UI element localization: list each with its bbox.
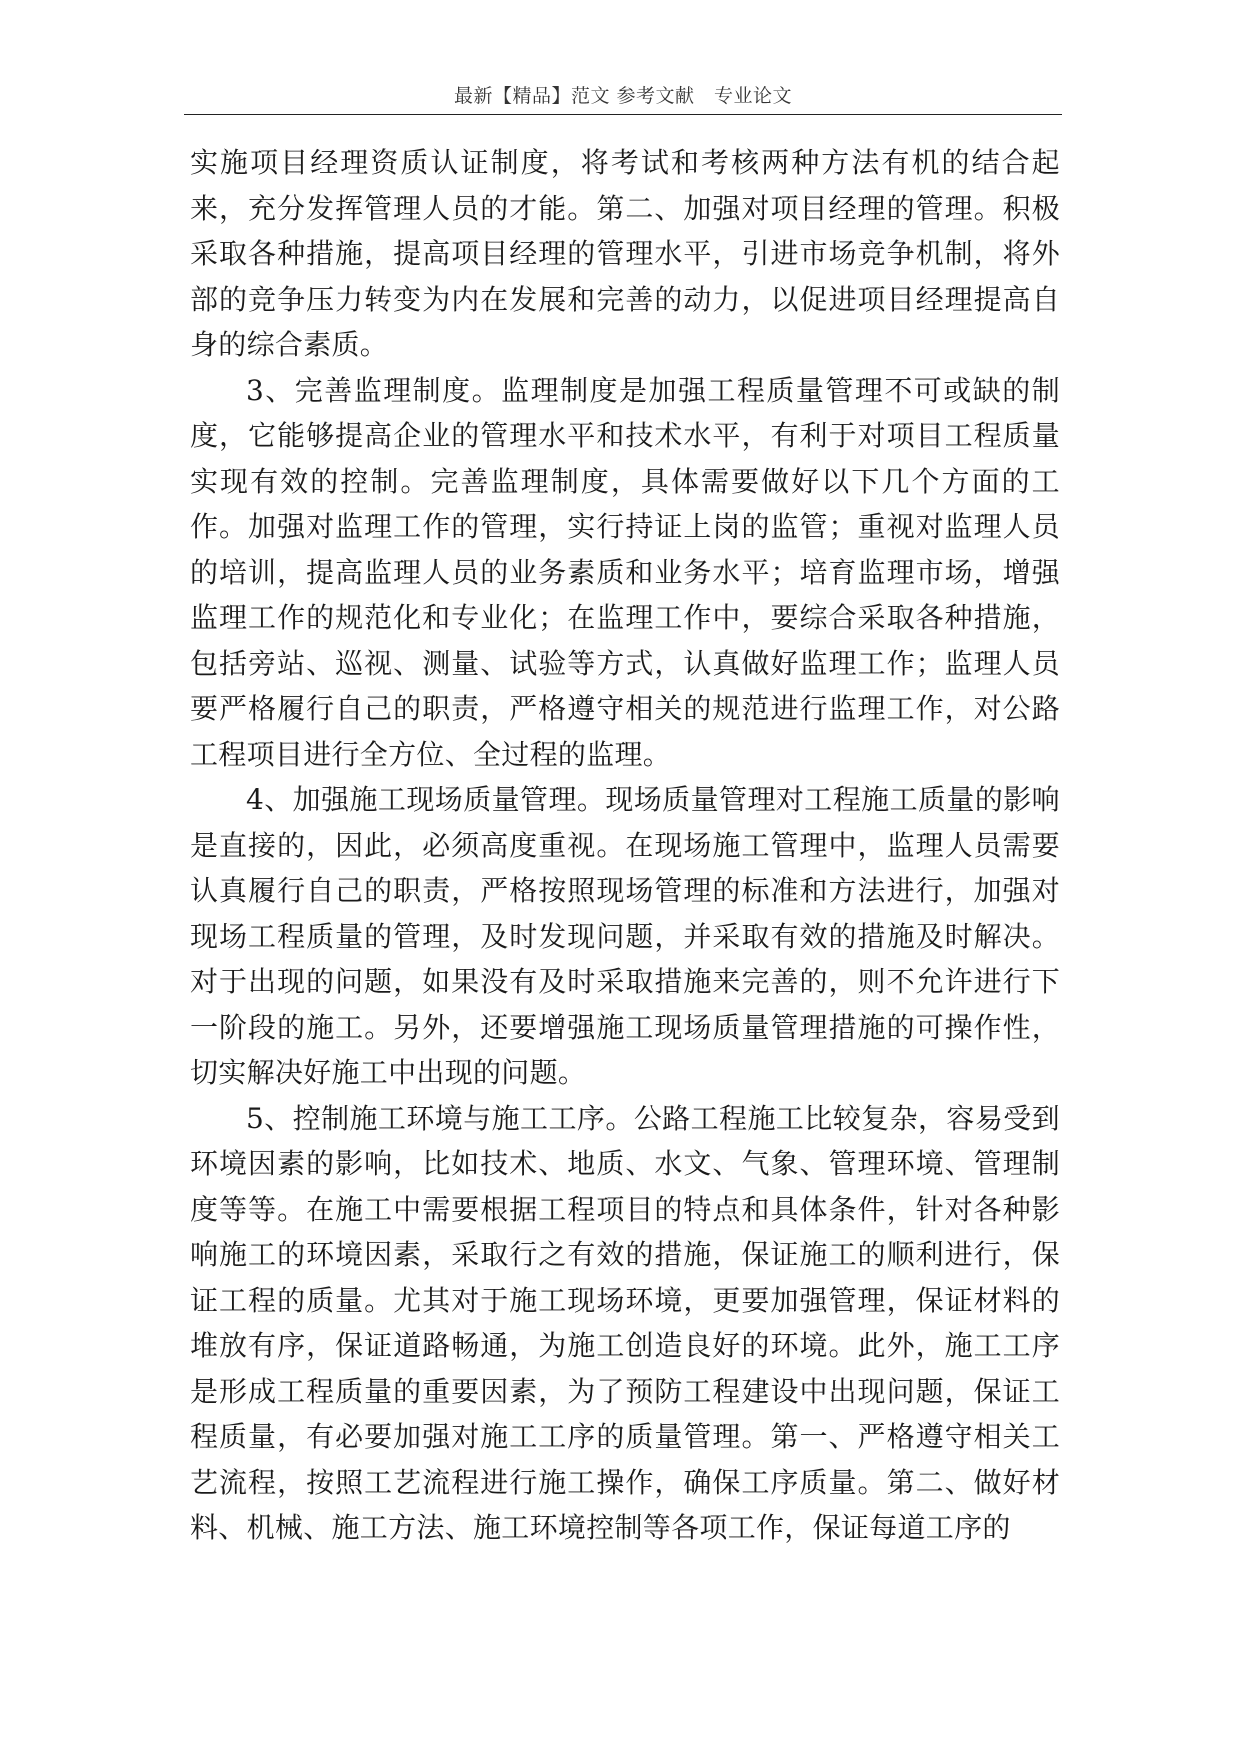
paragraph-continuation: 实施项目经理资质认证制度，将考试和考核两种方法有机的结合起来，充分发挥管理人员的才能。第二、加强对项目经理的管理。积极采取各种措施，提高项目经理的管理水平，引进市场竞争机制，将外部的竞争压力转变为内在发展和完善的动力，以促进项目经理提高自身的综合素质。 xyxy=(190,146,1060,361)
page-header: 最新【精品】范文 参考文献 专业论文 xyxy=(453,85,793,107)
header-divider xyxy=(184,114,1062,115)
paragraph-environment-process: 5、控制施工环境与施工工序。公路工程施工比较复杂，容易受到环境因素的影响，比如技术、地质、水文、气象、管理环境、管理制度等等。在施工中需要根据工程项目的特点和具体条件，针对各种影响施工的环境因素，采取行之有效的措施，保证施工的顺利进行，保证工程的质量。尤其对于施工现场环境，更要加强管理，保证材料的堆放有序，保证道路畅通，为施工创造良好的环境。此外，施工工序是形成工程质量的重要因素，为了预防工程建设中出现问题，保证工程质量，有必要加强对施工工序的质量管理。第一、严格遵守相关工艺流程，按照工艺流程进行施工操作，确保工序质量。第二、做好材料、机械、施工方法、施工环境控制等各项工作，保证每道工序的 xyxy=(190,1101,1060,1544)
paragraph-supervision-system: 3、完善监理制度。监理制度是加强工程质量管理不可或缺的制度，它能够提高企业的管理水平和技术水平，有利于对项目工程质量实现有效的控制。完善监理制度，具体需要做好以下几个方面的工作。加强对监理工作的管理，实行持证上岗的监管；重视对监理人员的培训，提高监理人员的业务素质和业务水平；培育监理市场，增强监理工作的规范化和专业化；在监理工作中，要综合采取各种措施，包括旁站、巡视、测量、试验等方式，认真做好监理工作；监理人员要严格履行自己的职责，严格遵守相关的规范进行监理工作，对公路工程项目进行全方位、全过程的监理。 xyxy=(190,373,1060,771)
paragraph-site-quality: 4、加强施工现场质量管理。现场质量管理对工程施工质量的影响是直接的，因此，必须高度重视。在现场施工管理中，监理人员需要认真履行自己的职责，严格按照现场管理的标准和方法进行，加强对现场工程质量的管理，及时发现问题，并采取有效的措施及时解决。对于出现的问题，如果没有及时采取措施来完善的，则不允许进行下一阶段的施工。另外，还要增强施工现场质量管理措施的可操作性，切实解决好施工中出现的问题。 xyxy=(190,783,1060,1089)
document-body xyxy=(190,140,1060,1551)
